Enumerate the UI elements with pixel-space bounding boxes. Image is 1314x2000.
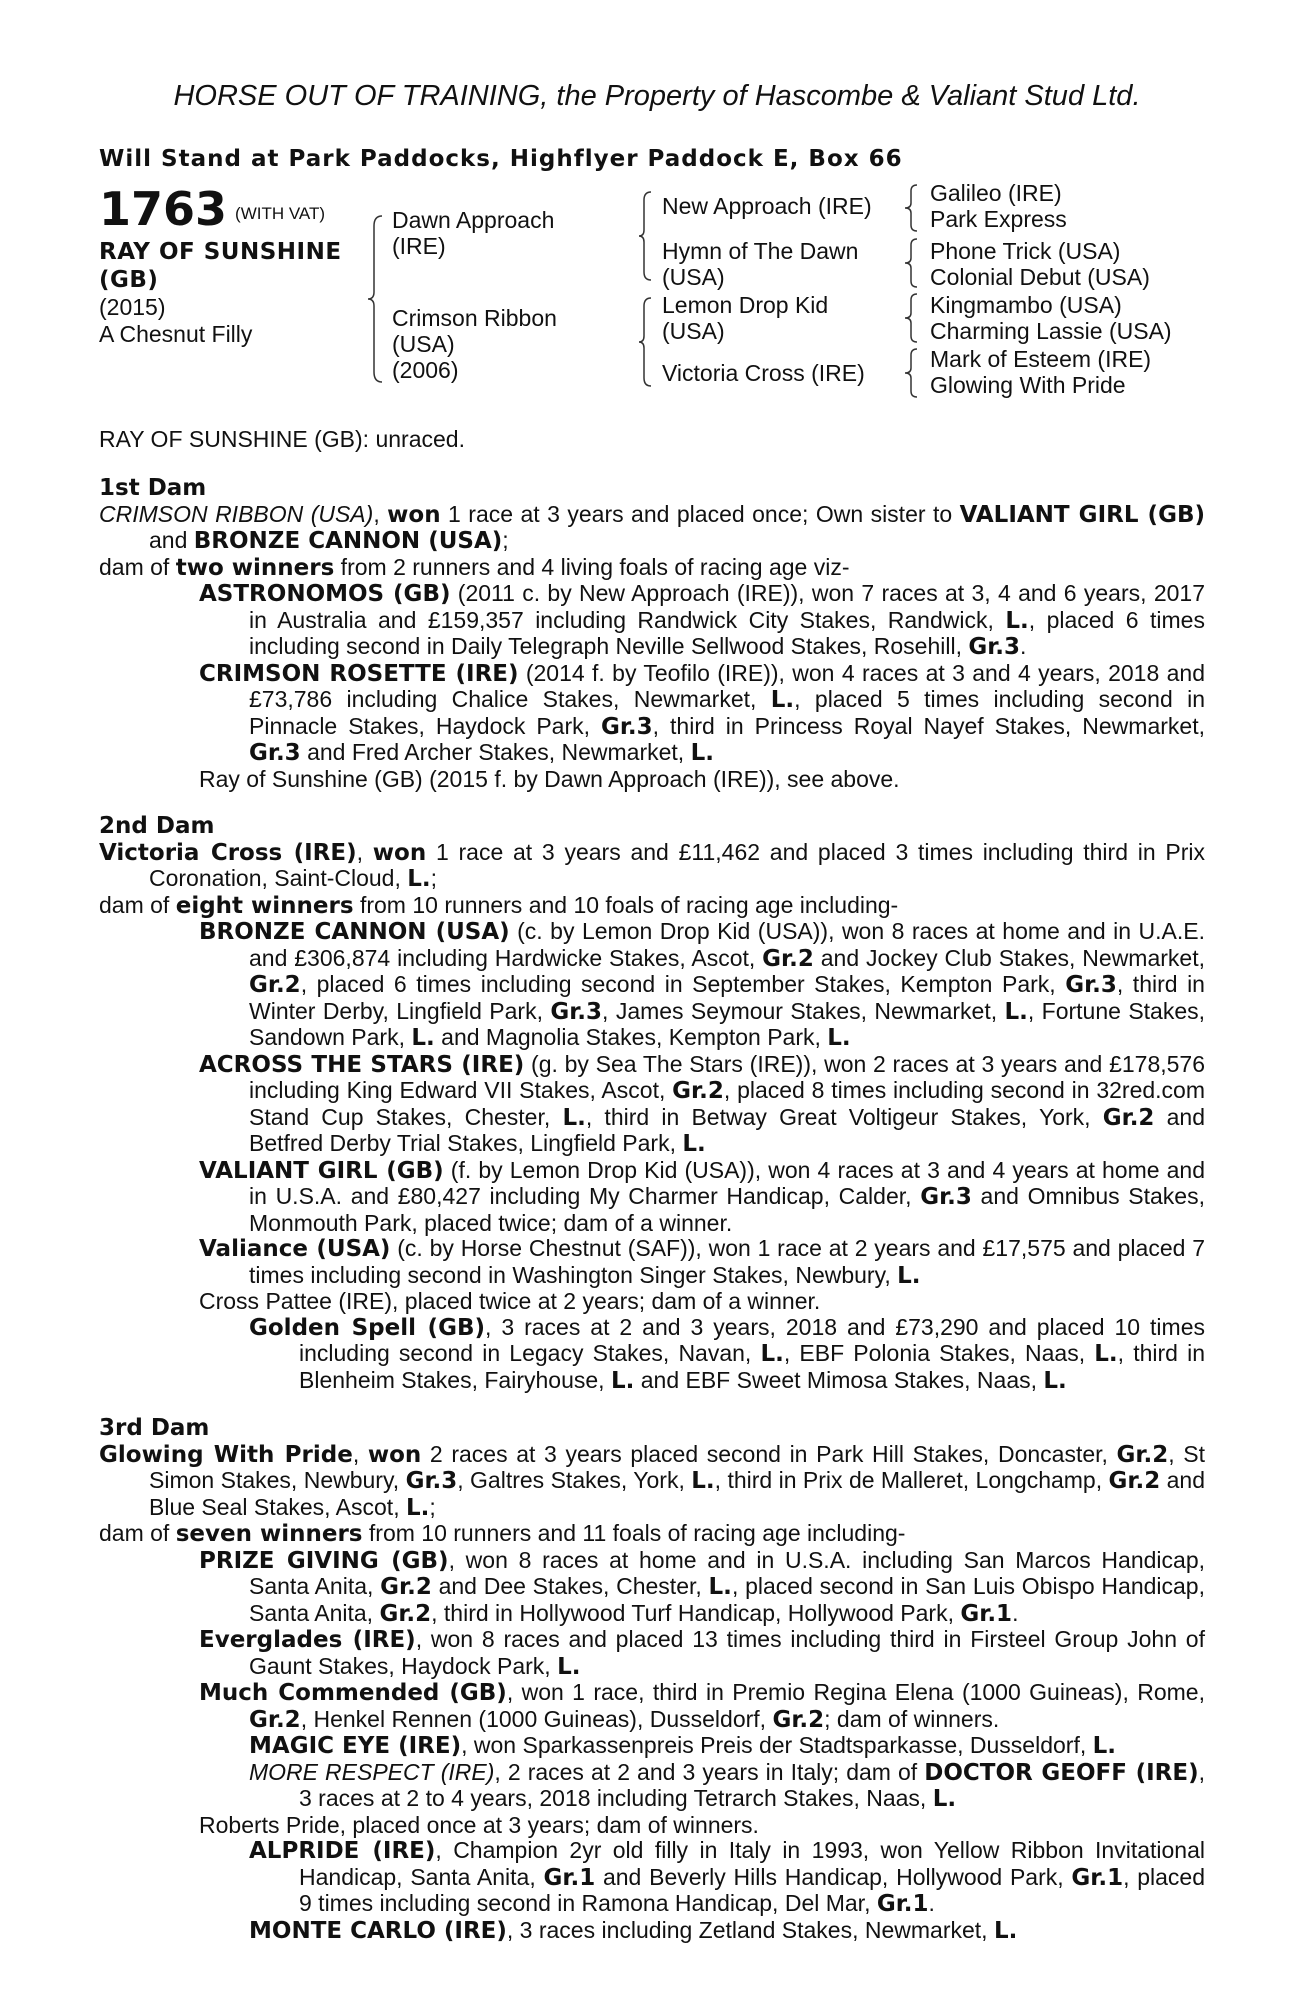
pedigree-dam-sire-origin: (USA): [662, 318, 725, 344]
pedigree-brace-main: [366, 214, 386, 384]
pedigree-brace-g4: [904, 347, 920, 399]
text-run: Gr.1: [876, 1891, 929, 1917]
produce-entry: [99, 1918, 1205, 1945]
horse-name: [99, 238, 379, 294]
text-run: , placed 5 times including second in Pinnacle Stakes, Haydock Park,: [249, 686, 1206, 739]
pedigree-g3: [930, 292, 1172, 344]
third-dam-name: Glowing With Pride: [99, 1441, 353, 1468]
text-run: and Betfred Derby Trial Stakes, Lingfield Park,: [249, 1103, 1206, 1156]
text-run: Gr.2: [1102, 1104, 1155, 1131]
pedigree-g4: [930, 346, 1151, 398]
text-run: ;: [430, 865, 438, 891]
text-run: Gr.2: [772, 1706, 825, 1733]
lot-number: 1763: [99, 182, 228, 236]
produce-entry: [99, 1733, 1205, 1760]
text-run: , Galtres Stakes, York,: [457, 1467, 692, 1493]
text-run: and: [149, 527, 194, 553]
text-run: L.: [1005, 607, 1029, 634]
text-run: L.: [407, 866, 431, 892]
text-run: BRONZE CANNON (USA): [193, 528, 503, 554]
first-dam-heading: 1st Dam: [99, 475, 207, 501]
second-dam-produce-summary: [99, 893, 1205, 920]
spacer: [99, 792, 1205, 814]
text-run: L.: [993, 1917, 1018, 1944]
text-run: two winners: [175, 554, 335, 581]
text-run: seven winners: [175, 1521, 363, 1547]
text-run: L.: [1043, 1367, 1067, 1394]
pedigree-sire-dam-origin: (USA): [662, 264, 725, 290]
text-run: won: [387, 501, 441, 528]
spacer: [99, 1394, 1205, 1416]
produce-name: ACROSS THE STARS (IRE): [199, 1051, 525, 1078]
text-run: eight winners: [175, 892, 354, 919]
text-run: , placed 6 times including second in Daily Telegraph Neville Sellwood Stakes, Rosehill,: [249, 606, 1205, 659]
text-run: and Omnibus Stakes, Monmouth Park, placed twice; dam of a winner.: [249, 1183, 1205, 1236]
text-run: .: [928, 1890, 935, 1916]
text-run: L.: [932, 1786, 957, 1812]
produce-entry: Cross Pattee (IRE), placed twice at 2 years; dam of a winner.: [199, 1288, 821, 1314]
produce-entry: [99, 1158, 1205, 1237]
text-run: Gr.3: [600, 713, 653, 740]
pedigree-brace-g2: [904, 237, 920, 289]
produce-entry: [99, 581, 1205, 661]
second-dam-heading: 2nd Dam: [99, 813, 215, 839]
produce-entry: [99, 1315, 1205, 1395]
produce-name: VALIANT GIRL (GB): [199, 1157, 444, 1184]
lot-vat: (WITH VAT): [235, 204, 326, 223]
pedigree-brace-g3: [904, 292, 920, 344]
text-run: and Jockey Club Stakes, Newmarket,: [813, 944, 1205, 971]
produce-name: MONTE CARLO (IRE): [249, 1917, 507, 1944]
text-run: and EBF Sweet Mimosa Stakes, Naas,: [634, 1366, 1044, 1393]
second-dam-name: Victoria Cross (IRE): [99, 839, 357, 866]
pedigree-sire: [392, 207, 554, 259]
text-run: (c. by Lemon Drop Kid (USA)), won 8 races at home and in U.A.E. and £306,874 including Hardwicke Stakes, Ascot,: [249, 918, 1205, 971]
text-run: , third in Winter Derby, Lingfield Park,: [249, 971, 1205, 1024]
text-run: , won 1 race, third in Premio Regina Elena (1000 Guineas), Rome,: [506, 1679, 1205, 1705]
pedigree-brace-dam: [638, 296, 654, 388]
produce-entry: [99, 919, 1205, 1052]
text-run: and Beverly Hills Handicap, Hollywood Park,: [595, 1863, 1072, 1890]
pedigree-dam-sire-name: Lemon Drop Kid: [662, 292, 829, 318]
pedigree-g2: [930, 238, 1150, 290]
text-run: , third in Princess Royal Nayef Stakes, Newmarket,: [652, 712, 1205, 739]
text-run: from 2 runners and 4 living foals of racing age viz-: [334, 553, 850, 580]
produce-name: Golden Spell (GB): [249, 1314, 485, 1341]
text-run: Gr.2: [1116, 1441, 1169, 1468]
text-run: L.: [557, 1653, 581, 1680]
text-run: L.: [708, 1574, 732, 1600]
text-run: , won 8 races at home and in U.S.A. including San Marcos Handicap, Santa Anita,: [249, 1546, 1205, 1599]
text-run: Gr.1: [1071, 1864, 1124, 1891]
produce-name: BRONZE CANNON (USA): [199, 919, 510, 945]
text-run: .: [1012, 1599, 1019, 1626]
pedigree-g1: [930, 180, 1067, 232]
text-run: , 3 races including Zetland Stakes, Newmarket,: [506, 1916, 994, 1943]
pedigree-sire-dam-name: Hymn of The Dawn: [662, 238, 859, 264]
text-run: Gr.2: [380, 1574, 432, 1600]
text-run: , Fortune Stakes, Sandown Park,: [249, 997, 1206, 1050]
produce-entry: Ray of Sunshine (GB) (2015 f. by Dawn Approach (IRE)), see above.: [199, 765, 900, 792]
pedigree-sire-name: Dawn Approach: [392, 207, 555, 233]
pedigree-brace-g1: [904, 183, 920, 233]
pedigree-sire-dam: [662, 238, 858, 290]
text-run: Gr.3: [550, 998, 603, 1025]
text-run: L.: [827, 1025, 851, 1051]
produce-name: Valiance (USA): [199, 1236, 391, 1262]
text-run: , won Sparkassenpreis Preis der Stadtsparkasse, Dusseldorf,: [461, 1732, 1093, 1758]
horse-description: A Chesnut Filly: [99, 321, 253, 347]
text-run: L.: [405, 1494, 430, 1521]
produce-entry: [99, 1627, 1205, 1680]
page-title: HORSE OUT OF TRAINING, the Property of Hascombe & Valiant Stud Ltd.: [173, 80, 1141, 112]
text-run: Gr.2: [249, 1706, 301, 1733]
pedigree-dam-origin: (USA): [392, 331, 455, 357]
text-run: L.: [562, 1104, 586, 1131]
text-run: , St Simon Stakes, Newbury,: [149, 1440, 1205, 1493]
produce-entry: [99, 661, 1205, 767]
text-run: dam of: [99, 1520, 176, 1546]
pedigree-dam-dam: Victoria Cross (IRE): [662, 360, 865, 386]
produce-entry: [99, 1548, 1205, 1628]
text-run: (g. by Sea The Stars (IRE)), won 2 races at 3 years and £178,576 including King Edward VII Stakes, Ascot,: [249, 1050, 1205, 1103]
pedigree-g4-dam: Glowing With Pride: [930, 372, 1126, 398]
text-run: from 10 runners and 11 foals of racing age including-: [362, 1520, 906, 1546]
first-dam-line: [99, 502, 1205, 555]
horse-year: (2015): [99, 294, 166, 320]
produce-entry: [99, 1236, 1205, 1289]
pedigree-brace-sire: [638, 190, 654, 282]
text-run: ,: [356, 838, 373, 865]
text-run: Gr.2: [672, 1078, 724, 1104]
third-dam-produce-summary: [99, 1521, 1205, 1548]
text-run: dam of: [99, 891, 176, 918]
text-run: Gr.2: [1108, 1468, 1161, 1494]
text-run: Gr.3: [968, 634, 1021, 660]
pedigree-g4-sire: Mark of Esteem (IRE): [930, 346, 1152, 372]
pedigree-dam-sire: [662, 292, 828, 344]
horse-name-line-1: RAY OF SUNSHINE: [99, 239, 342, 265]
pedigree-g2-dam: Colonial Debut (USA): [930, 264, 1150, 290]
text-run: from 10 runners and 10 foals of racing age including-: [353, 891, 899, 918]
text-run: 2 races at 3 years placed second in Park Hill Stakes, Doncaster,: [421, 1440, 1117, 1467]
text-run: (2014 f. by Teofilo (IRE)), won 4 races at 3 and 4 years, 2018 and £73,786 including Chalice Stakes, Newmarket,: [249, 659, 1205, 712]
lot-number-line: [99, 182, 379, 236]
text-run: , 3 races at 2 and 3 years, 2018 and £73,290 and placed 10 times including second in Legacy Stakes, Navan,: [299, 1313, 1205, 1366]
text-run: dam of: [99, 553, 176, 580]
race-record-summary: RAY OF SUNSHINE (GB): unraced.: [99, 426, 465, 452]
text-run: Gr.3: [1065, 972, 1117, 998]
text-run: , third in Blenheim Stakes, Fairyhouse,: [299, 1340, 1205, 1393]
produce-entry: Roberts Pride, placed once at 3 years; dam of winners.: [199, 1811, 759, 1838]
text-run: L.: [770, 687, 795, 713]
text-run: ;: [429, 1493, 436, 1520]
text-run: Gr.1: [543, 1864, 596, 1891]
produce-name: Much Commended (GB): [199, 1680, 507, 1706]
text-run: L.: [1004, 998, 1028, 1025]
text-run: L.: [682, 1131, 706, 1157]
text-run: ;: [502, 527, 509, 553]
horse-name-line-2: (GB): [99, 267, 159, 293]
text-run: Gr.3: [405, 1468, 458, 1494]
text-run: , placed 8 times including second in 32red.com Stand Cup Stakes, Chester,: [249, 1077, 1205, 1130]
text-run: , third in Prix de Malleret, Longchamp,: [714, 1467, 1109, 1493]
produce-name: ASTRONOMOS (GB): [199, 581, 451, 607]
produce-name: CRIMSON ROSETTE (IRE): [199, 660, 519, 687]
text-run: (2011 c. by New Approach (IRE)), won 7 races at 3, 4 and 6 years, 2017 in Australia and £159,357 including Randwick City Stakes, Randwick,: [249, 580, 1205, 633]
text-run: Gr.1: [960, 1600, 1013, 1627]
produce-record: [99, 476, 1205, 1944]
text-run: Gr.3: [249, 740, 301, 766]
text-run: , won 8 races and placed 13 times including third in Firsteel Group John of Gaunt Stakes, Haydock Park,: [249, 1626, 1205, 1679]
text-run: , third in Hollywood Turf Handicap, Hollywood Park,: [431, 1599, 961, 1626]
text-run: , placed 9 times including second in Ramona Handicap, Del Mar,: [299, 1863, 1206, 1916]
first-dam-produce-summary: [99, 555, 1205, 582]
pedigree-dam: [392, 305, 557, 383]
text-run: , third in Betway Great Voltigeur Stakes, York,: [585, 1103, 1103, 1130]
lot-block: [99, 182, 379, 348]
pedigree-dam-name: Crimson Ribbon: [392, 305, 557, 331]
text-run: DOCTOR GEOFF (IRE): [924, 1759, 1199, 1786]
text-run: Gr.2: [249, 972, 301, 998]
third-dam-line: [99, 1442, 1205, 1522]
text-run: L.: [690, 740, 714, 766]
text-run: L.: [411, 1025, 435, 1051]
text-run: , James Seymour Stakes, Newmarket,: [602, 997, 1005, 1024]
text-run: L.: [1092, 1733, 1117, 1759]
text-run: L.: [610, 1367, 635, 1394]
stand-location: Will Stand at Park Paddocks, Highflyer Paddock E, Box 66: [99, 146, 903, 172]
pedigree-g2-sire: Phone Trick (USA): [930, 238, 1121, 264]
produce-name: Everglades (IRE): [199, 1627, 416, 1653]
produce-entry: [99, 1760, 1205, 1813]
produce-name: ALPRIDE (IRE): [249, 1838, 436, 1864]
text-run: , 3 races at 2 to 4 years, 2018 including Tetrarch Stakes, Naas,: [299, 1758, 1206, 1811]
first-dam-name: CRIMSON RIBBON (USA): [99, 500, 374, 527]
produce-entry: [99, 1052, 1205, 1158]
pedigree-g3-sire: Kingmambo (USA): [930, 292, 1122, 318]
text-run: , Henkel Rennen (1000 Guineas), Dusseldorf,: [300, 1705, 773, 1732]
text-run: and Blue Seal Stakes, Ascot,: [149, 1467, 1205, 1520]
text-run: L.: [897, 1262, 921, 1289]
text-run: Gr.3: [920, 1184, 972, 1210]
text-run: , Champion 2yr old filly in Italy in 1993, won Yellow Ribbon Invitational Handicap, Santa Anita,: [299, 1837, 1205, 1890]
produce-entry: [99, 1838, 1205, 1918]
text-run: and Fred Archer Stakes, Newmarket,: [300, 739, 691, 765]
produce-name: PRIZE GIVING (GB): [199, 1547, 449, 1574]
produce-entry: [99, 1680, 1205, 1733]
text-run: L.: [691, 1468, 715, 1494]
text-run: and Magnolia Stakes, Kempton Park,: [434, 1024, 828, 1050]
text-run: ,: [352, 1440, 368, 1467]
text-run: 1 race at 3 years and £11,462 and placed 3 times including third in Prix Coronation, Saint-Cloud,: [149, 838, 1205, 891]
pedigree-g3-dam: Charming Lassie (USA): [930, 318, 1172, 344]
pedigree-sire-origin: (IRE): [392, 233, 446, 259]
text-run: and Dee Stakes, Chester,: [431, 1573, 709, 1599]
pedigree-g1-sire: Galileo (IRE): [930, 180, 1062, 206]
text-run: Gr.2: [379, 1600, 432, 1627]
text-run: .: [1020, 633, 1027, 659]
text-run: , EBF Polonia Stakes, Naas,: [783, 1340, 1095, 1366]
text-run: won: [372, 839, 427, 866]
text-run: VALIANT GIRL (GB): [959, 501, 1205, 528]
text-run: ,: [373, 500, 388, 527]
text-run: Gr.2: [762, 945, 814, 972]
produce-name: MORE RESPECT (IRE): [249, 1758, 495, 1785]
third-dam-heading: 3rd Dam: [99, 1415, 210, 1441]
text-run: 1 race at 3 years and placed once; Own sister to: [440, 500, 960, 527]
text-run: , placed 6 times including second in September Stakes, Kempton Park,: [300, 971, 1066, 997]
text-run: ; dam of winners.: [824, 1705, 1000, 1732]
produce-name: MAGIC EYE (IRE): [249, 1733, 462, 1759]
second-dam-line: [99, 840, 1205, 893]
text-run: L.: [1094, 1341, 1118, 1367]
text-run: , placed second in San Luis Obispo Handicap, Santa Anita,: [249, 1573, 1205, 1626]
text-run: , 2 races at 2 and 3 years in Italy; dam of: [494, 1758, 925, 1785]
text-run: (c. by Horse Chestnut (SAF)), won 1 race at 2 years and £17,575 and placed 7 times including second in Washington Singer Stakes, Newbury,: [249, 1235, 1205, 1288]
text-run: (f. by Lemon Drop Kid (USA)), won 4 races at 3 and 4 years at home and in U.S.A. and £80,427 including My Charmer Handicap, Calder,: [249, 1156, 1206, 1209]
text-run: L.: [760, 1341, 784, 1367]
text-run: won: [367, 1441, 422, 1468]
pedigree-g1-dam: Park Express: [930, 206, 1067, 232]
pedigree-dam-year: (2006): [392, 357, 459, 383]
pedigree-sire-sire: New Approach (IRE): [662, 193, 872, 219]
